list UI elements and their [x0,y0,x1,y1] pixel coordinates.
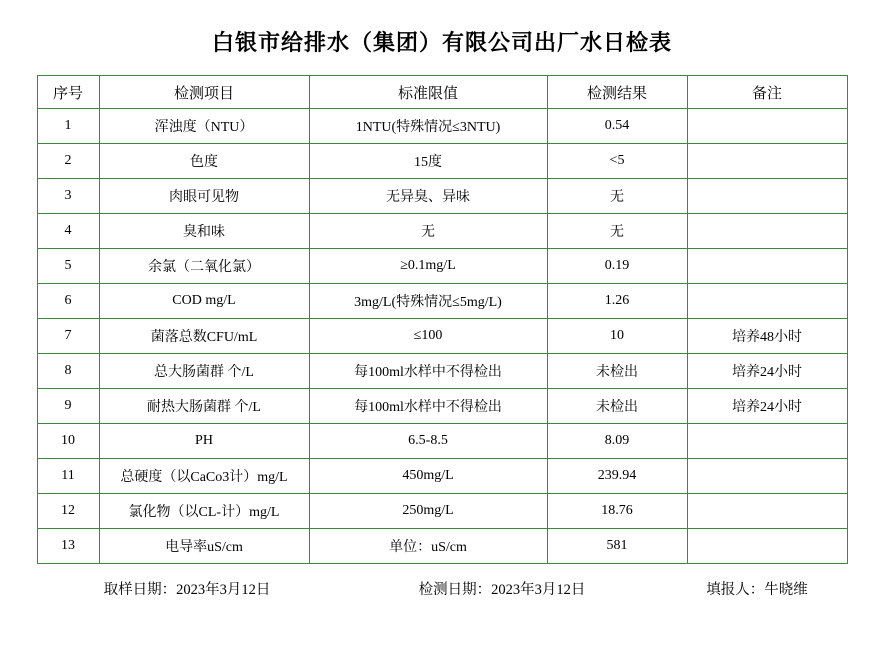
table-row [37,284,847,319]
cell-no: 1 [37,109,99,144]
cell-std: 450mg/L [309,459,547,494]
table-row [37,494,847,529]
footer [37,578,847,599]
cell-no: 6 [37,284,99,319]
cell-no: 12 [37,494,99,529]
header-cell-item: 检测项目 [99,76,309,109]
cell-no: 9 [37,389,99,424]
table-row [37,144,847,179]
table-row [37,529,847,564]
cell-item: 色度 [99,144,309,179]
cell-note [687,284,847,319]
cell-std: 无 [309,214,547,249]
cell-item: 氯化物（以CL-计）mg/L [99,494,309,529]
cell-note [687,529,847,564]
cell-item: PH [99,424,309,459]
cell-res: 0.54 [547,109,687,144]
table-row [37,354,847,389]
testing-date: 检测日期：2023年3月12日 [418,582,586,598]
cell-std: 每100ml水样中不得检出 [309,354,547,389]
cell-no: 4 [37,214,99,249]
cell-no: 10 [37,424,99,459]
cell-item: 菌落总数CFU/mL [99,319,309,354]
cell-res: 0.19 [547,249,687,284]
cell-item: 余氯（二氧化氯） [99,249,309,284]
cell-item: 臭和味 [99,214,309,249]
cell-note [687,424,847,459]
cell-note [687,249,847,284]
cell-item: 肉眼可见物 [99,179,309,214]
document-page [0,26,884,645]
table-row [37,179,847,214]
table-row [37,459,847,494]
cell-res: 8.09 [547,424,687,459]
cell-item: 总大肠菌群 个/L [99,354,309,389]
cell-note [687,179,847,214]
cell-no: 5 [37,249,99,284]
cell-note: 培养48小时 [687,319,847,354]
water-test-table [37,75,848,564]
cell-item: 电导率uS/cm [99,529,309,564]
cell-item: COD mg/L [99,284,309,319]
cell-no: 3 [37,179,99,214]
table-row [37,424,847,459]
cell-item: 浑浊度（NTU） [99,109,309,144]
cell-res: 1.26 [547,284,687,319]
cell-no: 8 [37,354,99,389]
cell-note [687,214,847,249]
table-header-row [37,76,847,109]
cell-note [687,144,847,179]
cell-std: 6.5-8.5 [309,424,547,459]
cell-std: ≤100 [309,319,547,354]
cell-no: 11 [37,459,99,494]
header-cell-note: 备注 [687,76,847,109]
table-row [37,389,847,424]
cell-res: 581 [547,529,687,564]
cell-std: 每100ml水样中不得检出 [309,389,547,424]
cell-res: 18.76 [547,494,687,529]
cell-note [687,494,847,529]
cell-no: 13 [37,529,99,564]
cell-std: 无异臭、异味 [309,179,547,214]
table-row [37,319,847,354]
cell-item: 总硬度（以CaCo3计）mg/L [99,459,309,494]
cell-std: 250mg/L [309,494,547,529]
cell-res: <5 [547,144,687,179]
cell-res: 无 [547,214,687,249]
cell-res: 10 [547,319,687,354]
page-title: 白银市给排水（集团）有限公司出厂水日检表 [211,30,672,55]
header-cell-std: 标准限值 [309,76,547,109]
cell-std: 15度 [309,144,547,179]
cell-note: 培养24小时 [687,389,847,424]
cell-std: 单位：uS/cm [309,529,547,564]
table-row [37,214,847,249]
cell-note [687,459,847,494]
cell-note [687,109,847,144]
cell-std: 1NTU(特殊情况≤3NTU) [309,109,547,144]
header-cell-no: 序号 [37,76,99,109]
cell-std: 3mg/L(特殊情况≤5mg/L) [309,284,547,319]
cell-note: 培养24小时 [687,354,847,389]
cell-std: ≥0.1mg/L [309,249,547,284]
filler-name: 填报人：牛晓维 [706,582,808,598]
header-cell-res: 检测结果 [547,76,687,109]
sampling-date: 取样日期：2023年3月12日 [103,582,271,598]
cell-res: 未检出 [547,354,687,389]
cell-no: 7 [37,319,99,354]
cell-res: 未检出 [547,389,687,424]
cell-no: 2 [37,144,99,179]
cell-res: 239.94 [547,459,687,494]
cell-res: 无 [547,179,687,214]
cell-item: 耐热大肠菌群 个/L [99,389,309,424]
table-row [37,109,847,144]
table-row [37,249,847,284]
